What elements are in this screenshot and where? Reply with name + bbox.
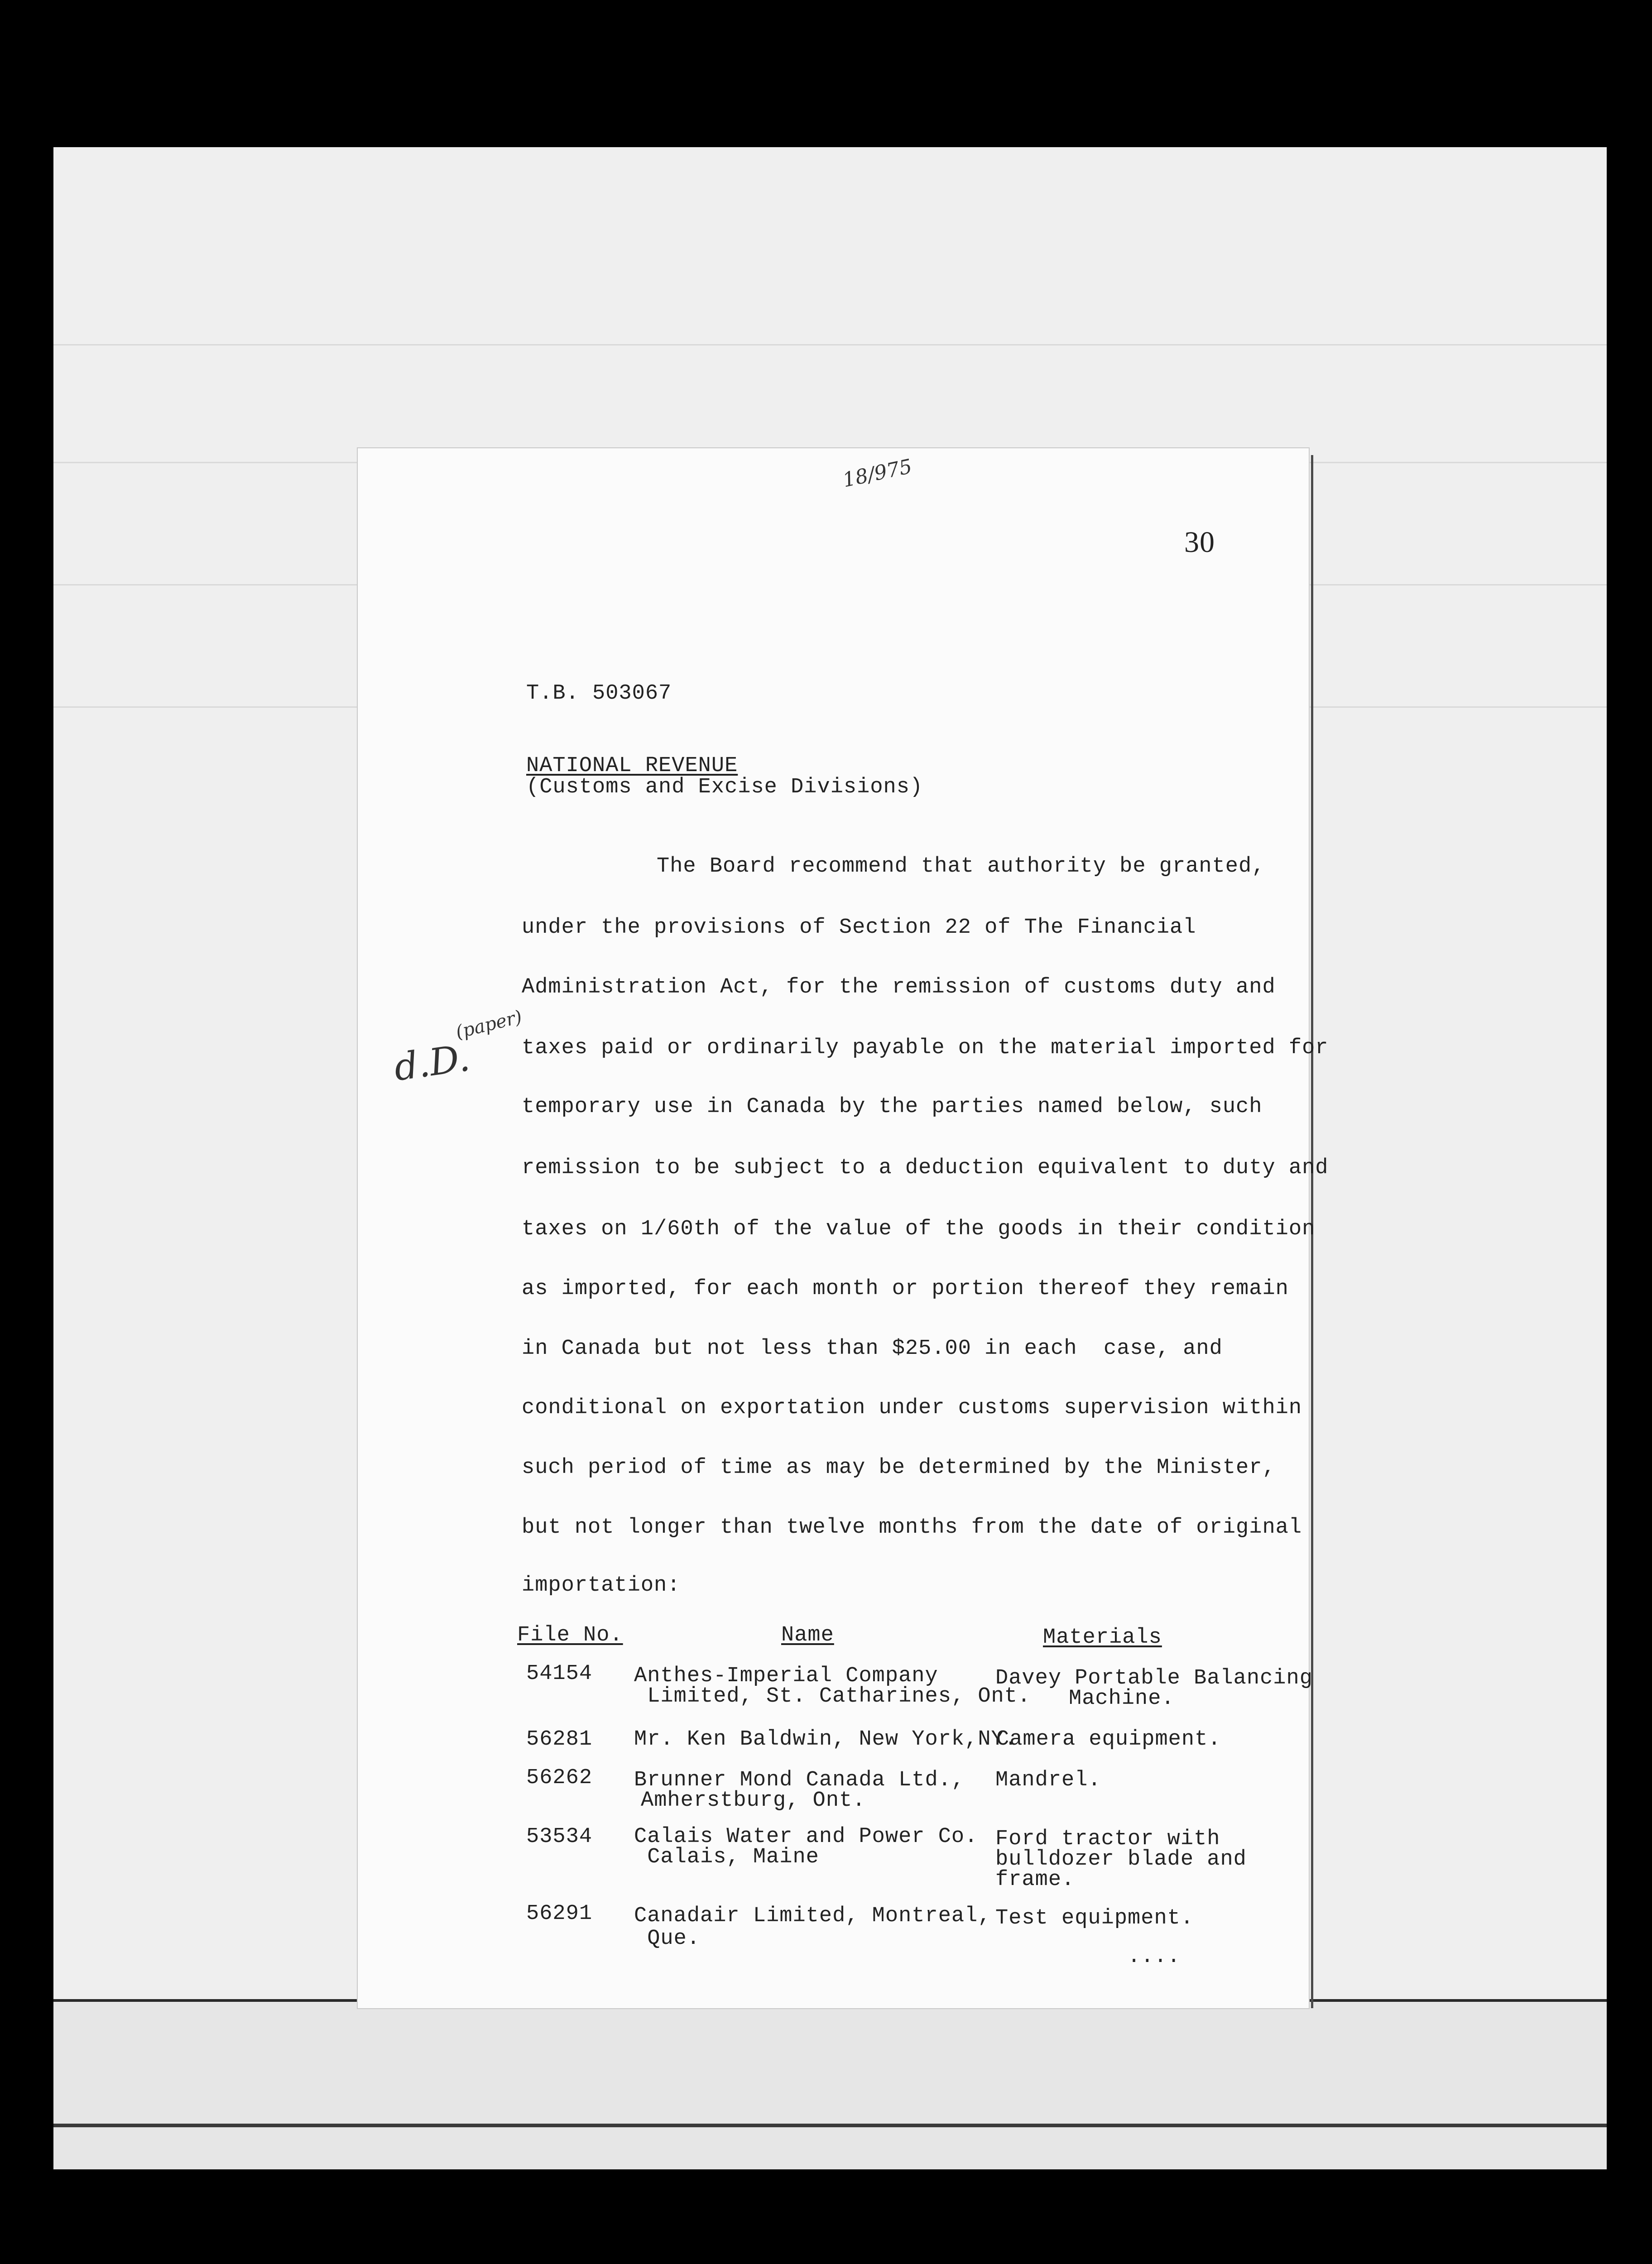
body-line: taxes paid or ordinarily payable on the material imported for (522, 1036, 1329, 1060)
file-number: 56262 (526, 1766, 593, 1790)
backing-fold-line (53, 2124, 1607, 2127)
file-number: 54154 (526, 1662, 593, 1686)
body-line: in Canada but not less than $25.00 in each case, and (522, 1337, 1223, 1361)
body-line: under the provisions of Section 22 of The Financial (522, 916, 1196, 940)
party-name: Que. (634, 1927, 701, 1951)
party-name: Anthes-Imperial Company (634, 1664, 938, 1688)
materials: frame. (995, 1868, 1075, 1892)
body-line: conditional on exportation under customs supervision within (522, 1396, 1302, 1420)
body-line: taxes on 1/60th of the value of the goods in their condition (522, 1217, 1316, 1241)
body-line: temporary use in Canada by the parties named below, such (522, 1095, 1263, 1119)
party-name: Canadair Limited, Montreal, (634, 1904, 991, 1928)
handwritten-folio: 18/975 (840, 455, 914, 492)
page-number: 30 (1184, 526, 1215, 559)
column-header-name: Name (781, 1623, 834, 1647)
column-header-file-no: File No. (517, 1623, 623, 1647)
party-name: Calais, Maine (634, 1845, 819, 1869)
file-number: 53534 (526, 1825, 593, 1849)
file-reference: T.B. 503067 (526, 681, 672, 705)
materials: Davey Portable Balancing (995, 1666, 1313, 1690)
materials: Ford tractor with (995, 1827, 1220, 1851)
materials: Test equipment. (995, 1906, 1194, 1930)
ruled-line (53, 344, 1607, 345)
body-line: The Board recommend that authority be granted, (657, 854, 1265, 878)
party-name: Calais Water and Power Co. (634, 1825, 978, 1849)
party-name: Brunner Mond Canada Ltd., (634, 1768, 965, 1792)
division-heading: (Customs and Excise Divisions) (526, 775, 923, 799)
materials: Camera equipment. (996, 1727, 1221, 1751)
department-heading: NATIONAL REVENUE (526, 754, 738, 778)
body-line: such period of time as may be determined by the Minister, (522, 1456, 1276, 1480)
body-line: Administration Act, for the remission of customs duty and (522, 975, 1276, 999)
party-name: Amherstburg, Ont. (641, 1789, 866, 1813)
continuation-mark: .... (1128, 1945, 1181, 1969)
body-line: importation: (522, 1573, 681, 1597)
materials: Mandrel. (995, 1768, 1101, 1792)
file-number: 56291 (526, 1902, 593, 1926)
body-line: remission to be subject to a deduction equivalent to duty and (522, 1156, 1329, 1180)
materials: Machine. (1069, 1687, 1175, 1711)
column-header-materials: Materials (1043, 1626, 1162, 1650)
body-line: as imported, for each month or portion thereof they remain (522, 1277, 1289, 1301)
handwritten-margin-note: (paper) (453, 1006, 524, 1043)
backing-lower-band (53, 1999, 1607, 2169)
body-line: but not longer than twelve months from the date of original (522, 1516, 1302, 1540)
file-number: 56281 (526, 1727, 593, 1751)
materials: bulldozer blade and (995, 1847, 1247, 1871)
handwritten-initials: d.D. (391, 1036, 473, 1090)
party-name: Mr. Ken Baldwin, New York,NY. (634, 1727, 1018, 1751)
party-name: Limited, St. Catharines, Ont. (634, 1684, 1031, 1708)
